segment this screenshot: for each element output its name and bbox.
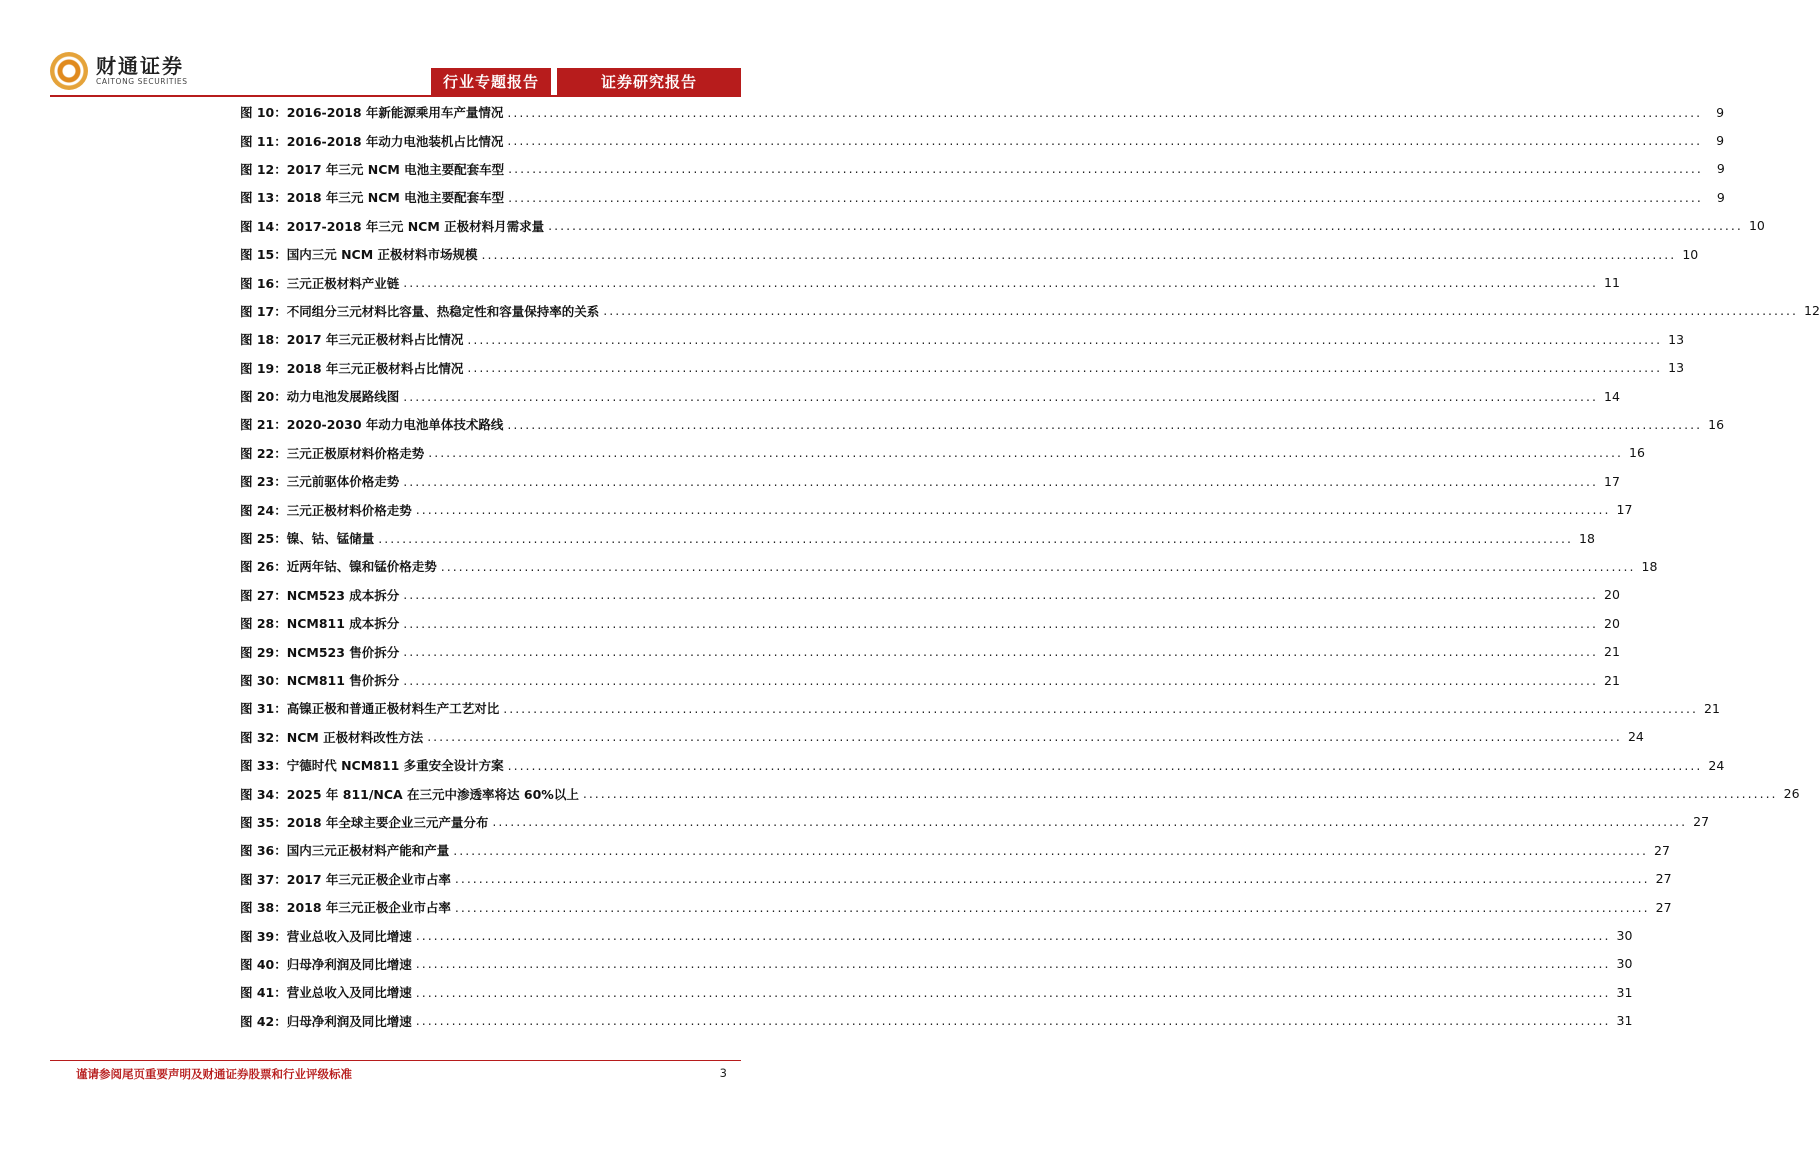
toc-entry-title: 图 16：三元正极材料产业链 (240, 275, 400, 291)
toc-dot-leader: ........................................................................................................................................................................................................ (507, 416, 1703, 432)
toc-entry[interactable] (240, 240, 1699, 268)
toc-entry[interactable] (240, 723, 1644, 751)
securities-research-tab: 证券研究报告 (557, 68, 741, 95)
toc-entry-title: 图 26：近两年钴、镍和锰价格走势 (240, 559, 437, 575)
toc-entry-page: 13 (1668, 331, 1685, 347)
toc-entry-page: 18 (1579, 530, 1595, 546)
toc-dot-leader: ........................................................................................................................................................................................................ (415, 928, 1611, 944)
toc-entry-title: 图 23：三元前驱体价格走势 (240, 474, 400, 490)
toc-dot-leader: ........................................................................................................................................................................................................ (403, 587, 1598, 603)
toc-dot-leader: ........................................................................................................................................................................................................ (415, 502, 1611, 518)
toc-entry-page: 24 (1708, 757, 1725, 773)
toc-entry[interactable] (240, 865, 1672, 893)
toc-dot-leader: ........................................................................................................................................................................................................ (453, 842, 1648, 858)
toc-entry-title: 图 27：NCM523 成本拆分 (240, 587, 400, 603)
toc-entry[interactable] (240, 212, 1765, 240)
toc-dot-leader: ........................................................................................................................................................................................................ (403, 275, 1598, 291)
toc-entry-page: 27 (1655, 871, 1672, 887)
toc-entry-title: 图 31：高镍正极和普通正极材料生产工艺对比 (240, 701, 500, 717)
toc-entry-title: 图 36：国内三元正极材料产能和产量 (240, 843, 450, 859)
toc-entry-page: 13 (1668, 360, 1685, 376)
toc-entry-page: 21 (1604, 644, 1620, 660)
toc-dot-leader: ........................................................................................................................................................................................................ (403, 388, 1598, 404)
caitong-logo-icon (50, 52, 88, 90)
toc-dot-leader: ........................................................................................................................................................................................................ (403, 615, 1598, 631)
toc-dot-leader: ........................................................................................................................................................................................................ (467, 331, 1663, 347)
toc-entry-title: 图 41：营业总收入及同比增速 (240, 985, 412, 1001)
toc-entry-title: 图 34：2025 年 811/NCA 在三元中渗透率将达 60%以上 (240, 786, 579, 802)
toc-entry-title: 图 33：宁德时代 NCM811 多重安全设计方案 (240, 758, 504, 774)
toc-entry-title: 图 38：2018 年三元正极企业市占率 (240, 900, 451, 916)
toc-entry[interactable] (240, 297, 1820, 325)
toc-entry[interactable] (240, 921, 1633, 949)
toc-entry-page: 21 (1704, 700, 1720, 716)
toc-dot-leader: ........................................................................................................................................................................................................ (508, 161, 1703, 177)
toc-entry[interactable] (240, 325, 1685, 353)
toc-entry[interactable] (240, 637, 1620, 665)
industry-report-tab: 行业专题报告 (431, 68, 551, 95)
toc-entry[interactable] (240, 155, 1725, 183)
toc-entry-title: 图 11：2016-2018 年动力电池装机占比情况 (240, 133, 504, 149)
toc-entry-title: 图 24：三元正极材料价格走势 (240, 502, 412, 518)
toc-entry-page: 10 (1748, 218, 1765, 234)
toc-dot-leader: ........................................................................................................................................................................................................ (403, 672, 1598, 688)
toc-entry-page: 16 (1708, 416, 1725, 432)
company-logo (50, 52, 188, 90)
toc-entry-title: 图 37：2017 年三元正极企业市占率 (240, 871, 451, 887)
toc-entry-page: 16 (1629, 445, 1645, 461)
toc-entry[interactable] (240, 183, 1725, 211)
toc-entry-title: 图 32：NCM 正极材料改性方法 (240, 729, 424, 745)
toc-entry-page: 9 (1716, 104, 1725, 120)
toc-entry-title: 图 18：2017 年三元正极材料占比情况 (240, 332, 464, 348)
toc-entry[interactable] (240, 98, 1725, 126)
toc-entry-page: 30 (1616, 956, 1633, 972)
toc-dot-leader: ........................................................................................................................................................................................................ (378, 530, 1573, 546)
toc-entry-page: 9 (1716, 161, 1725, 177)
toc-entry[interactable] (240, 666, 1620, 694)
toc-entry-title: 图 21：2020-2030 年动力电池单体技术路线 (240, 417, 504, 433)
toc-entry[interactable] (240, 808, 1710, 836)
toc-dot-leader: ........................................................................................................................................................................................................ (415, 956, 1611, 972)
toc-dot-leader: ........................................................................................................................................................................................................ (440, 558, 1636, 574)
toc-entry[interactable] (240, 836, 1670, 864)
toc-entry-page: 21 (1604, 672, 1620, 688)
logo-name-cn: 财通证券 (96, 54, 184, 78)
toc-dot-leader: ........................................................................................................................................................................................................ (403, 644, 1598, 660)
toc-entry-page: 9 (1716, 133, 1725, 149)
toc-entry[interactable] (240, 552, 1658, 580)
toc-entry-title: 图 22：三元正极原材料价格走势 (240, 445, 425, 461)
toc-entry[interactable] (240, 382, 1620, 410)
toc-dot-leader: ........................................................................................................................................................................................................ (548, 218, 1743, 234)
toc-dot-leader: ........................................................................................................................................................................................................ (454, 871, 1650, 887)
toc-entry[interactable] (240, 495, 1633, 523)
toc-dot-leader: ........................................................................................................................................................................................................ (415, 1013, 1611, 1029)
toc-entry[interactable] (240, 950, 1633, 978)
toc-dot-leader: ........................................................................................................................................................................................................ (507, 757, 1703, 773)
toc-entry[interactable] (240, 1007, 1633, 1035)
toc-entry[interactable] (240, 609, 1620, 637)
toc-entry-title: 图 20：动力电池发展路线图 (240, 389, 400, 405)
toc-entry-page: 27 (1693, 814, 1710, 830)
toc-entry-title: 图 39：营业总收入及同比增速 (240, 928, 412, 944)
toc-entry-title: 图 42：归母净利润及同比增速 (240, 1013, 412, 1029)
toc-entry-title: 图 13：2018 年三元 NCM 电池主要配套车型 (240, 190, 505, 206)
toc-dot-leader: ........................................................................................................................................................................................................ (507, 104, 1703, 120)
toc-dot-leader: ........................................................................................................................................................................................................ (415, 984, 1611, 1000)
toc-entry-title: 图 29：NCM523 售价拆分 (240, 644, 400, 660)
toc-entry[interactable] (240, 751, 1725, 779)
toc-entry[interactable] (240, 467, 1620, 495)
toc-entry-title: 图 35：2018 年全球主要企业三元产量分布 (240, 814, 489, 830)
toc-entry[interactable] (240, 779, 1800, 807)
toc-dot-leader: ........................................................................................................................................................................................................ (603, 303, 1798, 319)
toc-entry-title: 图 12：2017 年三元 NCM 电池主要配套车型 (240, 161, 505, 177)
toc-entry-page: 26 (1783, 786, 1800, 802)
toc-entry-page: 11 (1604, 275, 1620, 291)
toc-entry-page: 12 (1804, 303, 1820, 319)
toc-entry-page: 17 (1616, 502, 1633, 518)
figure-table-of-contents (240, 98, 1820, 1035)
toc-entry-page: 9 (1716, 189, 1725, 205)
toc-entry-page: 27 (1654, 842, 1670, 858)
toc-entry[interactable] (240, 694, 1720, 722)
toc-entry[interactable] (240, 524, 1595, 552)
toc-entry-page: 27 (1655, 899, 1672, 915)
toc-dot-leader: ........................................................................................................................................................................................................ (508, 189, 1703, 205)
logo-name-en: CAITONG SECURITIES (96, 77, 188, 86)
toc-entry-title: 图 17：不同组分三元材料比容量、热稳定性和容量保持率的关系 (240, 303, 600, 319)
toc-entry-title: 图 28：NCM811 成本拆分 (240, 616, 400, 632)
toc-entry-title: 图 14：2017-2018 年三元 NCM 正极材料月需求量 (240, 218, 545, 234)
toc-entry[interactable] (240, 410, 1725, 438)
toc-entry-page: 24 (1627, 729, 1644, 745)
toc-entry[interactable] (240, 978, 1633, 1006)
toc-entry[interactable] (240, 439, 1645, 467)
toc-entry[interactable] (240, 268, 1620, 296)
toc-entry-page: 31 (1616, 1013, 1633, 1029)
toc-entry-title: 图 19：2018 年三元正极材料占比情况 (240, 360, 464, 376)
toc-dot-leader: ........................................................................................................................................................................................................ (467, 360, 1663, 376)
toc-entry-page: 20 (1604, 615, 1620, 631)
toc-dot-leader: ........................................................................................................................................................................................................ (403, 473, 1598, 489)
toc-entry-page: 30 (1616, 928, 1633, 944)
toc-entry-page: 10 (1682, 246, 1699, 262)
footer-divider (50, 1060, 741, 1061)
report-type-header (431, 68, 741, 95)
toc-entry-title: 图 10：2016-2018 年新能源乘用车产量情况 (240, 105, 504, 121)
toc-entry-title: 图 40：归母净利润及同比增速 (240, 956, 412, 972)
toc-dot-leader: ........................................................................................................................................................................................................ (454, 899, 1650, 915)
toc-entry[interactable] (240, 581, 1620, 609)
header-divider (50, 95, 741, 97)
toc-entry-title: 图 30：NCM811 售价拆分 (240, 673, 400, 688)
toc-entry-page: 17 (1604, 473, 1620, 489)
toc-entry-page: 31 (1616, 984, 1633, 1000)
footer-disclaimer: 谨请参阅尾页重要声明及财通证券股票和行业评级标准 (76, 1067, 352, 1081)
toc-dot-leader: ........................................................................................................................................................................................................ (582, 786, 1778, 802)
toc-dot-leader: ........................................................................................................................................................................................................ (481, 246, 1677, 262)
toc-dot-leader: ........................................................................................................................................................................................................ (427, 729, 1622, 745)
toc-entry-page: 20 (1604, 587, 1620, 603)
toc-dot-leader: ........................................................................................................................................................................................................ (428, 445, 1623, 461)
toc-dot-leader: ........................................................................................................................................................................................................ (503, 700, 1698, 716)
toc-entry[interactable] (240, 893, 1672, 921)
page-number: 3 (719, 1066, 727, 1080)
toc-entry-title: 图 25：镍、钴、锰储量 (240, 531, 375, 547)
toc-dot-leader: ........................................................................................................................................................................................................ (507, 133, 1703, 149)
toc-entry[interactable] (240, 354, 1685, 382)
toc-dot-leader: ........................................................................................................................................................................................................ (492, 814, 1688, 830)
toc-entry-page: 14 (1604, 388, 1620, 404)
toc-entry-page: 18 (1641, 558, 1658, 574)
toc-entry-title: 图 15：国内三元 NCM 正极材料市场规模 (240, 247, 478, 263)
toc-entry[interactable] (240, 126, 1725, 154)
